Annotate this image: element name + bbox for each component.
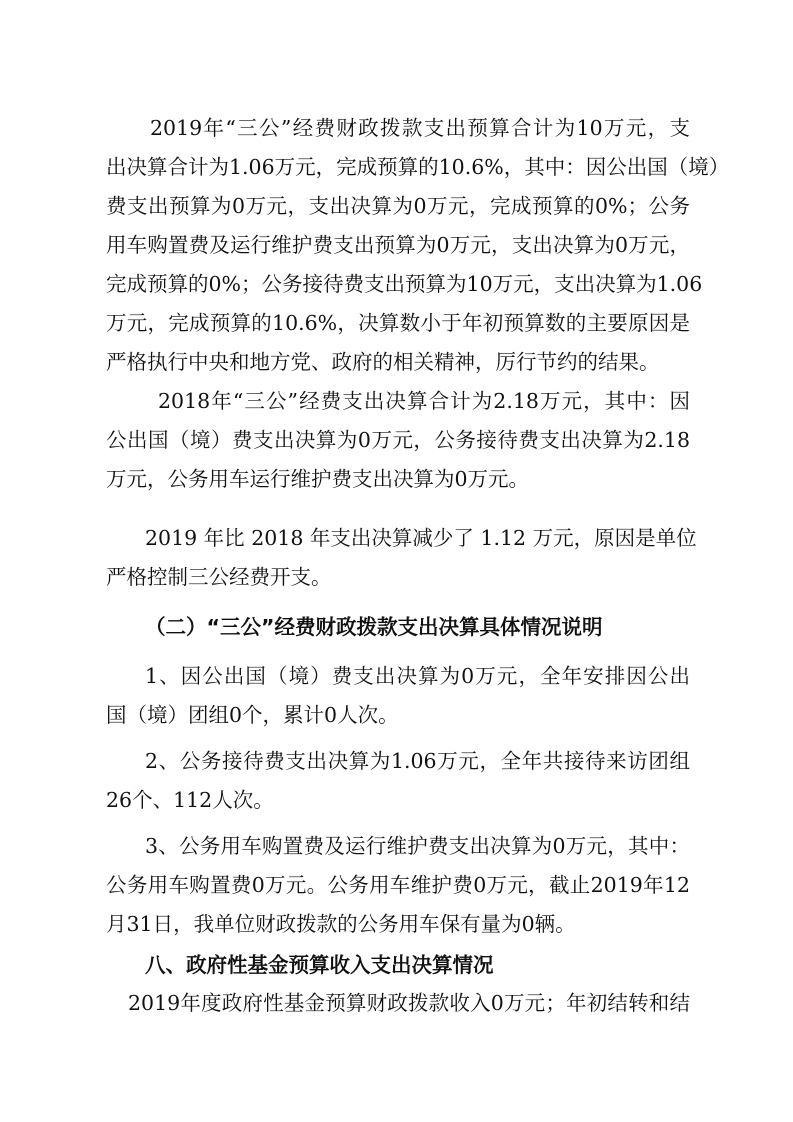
paragraph-line: 完成预算的0%；公务接待费支出预算为10万元，支出决算为1.06 — [106, 272, 703, 296]
paragraph-line: 费支出预算为0万元，支出决算为0万元，完成预算的0%；公务 — [106, 194, 690, 218]
list-item-line: 26个、112人次。 — [106, 788, 274, 812]
list-item-line: 2、公务接待费支出决算为1.06万元，全年共接待来访团组 — [145, 749, 690, 773]
list-item-line: 3、公务用车购置费及运行维护费支出决算为0万元，其中： — [145, 834, 690, 858]
paragraph-line: 用车购置费及运行维护费支出预算为0万元，支出决算为0万元， — [106, 233, 690, 257]
paragraph-line: 严格控制三公经费开支。 — [106, 565, 332, 589]
section-heading: （二）“三公”经费财政拨款支出决算具体情况说明 — [145, 615, 603, 639]
paragraph-line: 万元，公务用车运行维护费支出决算为0万元。 — [106, 467, 530, 491]
paragraph-line: 公出国（境）费支出决算为0万元，公务接待费支出决算为2.18 — [106, 428, 690, 452]
paragraph-line: 万元，完成预算的10.6%，决算数小于年初预算数的主要原因是 — [106, 311, 690, 335]
paragraph-line: 2019 年比 2018 年支出决算减少了 1.12 万元，原因是单位 — [145, 526, 697, 550]
list-item-line: 国（境）团组0个，累计0人次。 — [106, 703, 399, 727]
list-item-line: 1、因公出国（境）费支出决算为0万元，全年安排因公出 — [145, 664, 690, 688]
paragraph-line: 2019年“三公”经费财政拨款支出预算合计为10万元，支 — [150, 116, 690, 140]
list-item-line: 公务用车购置费0万元。公务用车维护费0万元，截止2019年12 — [106, 873, 690, 897]
paragraph-line: 2018年“三公”经费支出决算合计为2.18万元，其中：因 — [158, 389, 690, 413]
paragraph-line: 出决算合计为1.06万元，完成预算的10.6%，其中：因公出国（境） — [106, 155, 730, 179]
list-item-line: 月31日，我单位财政拨款的公务用车保有量为0辆。 — [106, 912, 576, 936]
section-heading: 八、政府性基金预算收入支出决算情况 — [145, 953, 494, 977]
paragraph-line: 2019年度政府性基金预算财政拨款收入0万元；年初结转和结 — [128, 991, 690, 1015]
paragraph-line: 严格执行中央和地方党、政府的相关精神，厉行节约的结果。 — [106, 350, 660, 374]
